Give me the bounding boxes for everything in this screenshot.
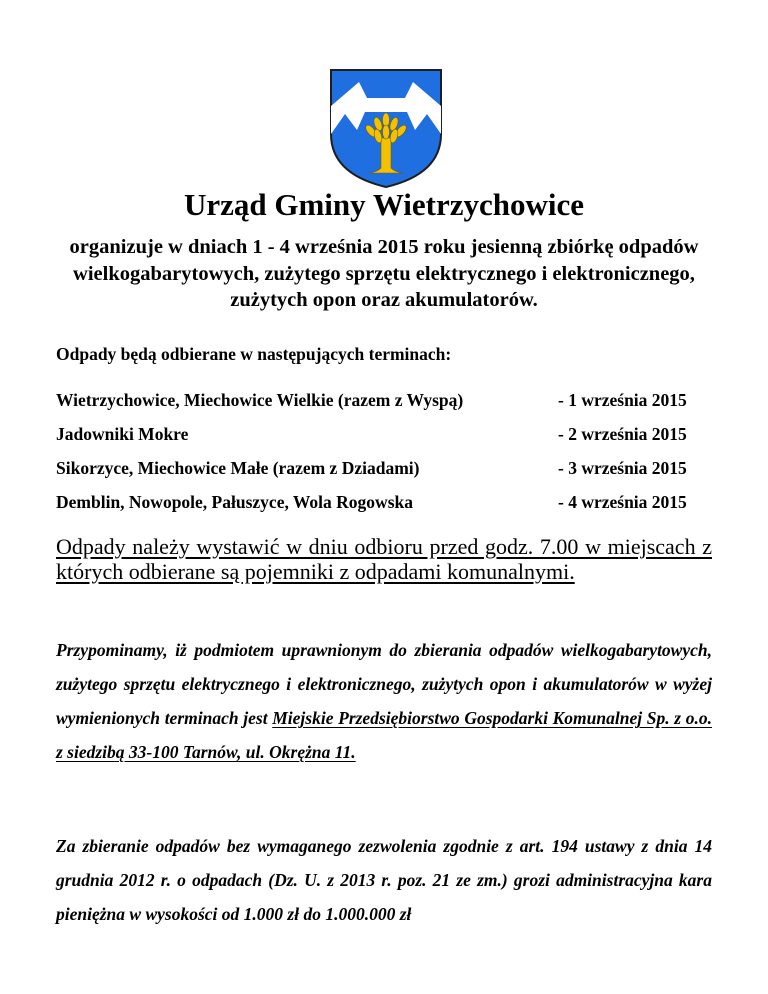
schedule-row [56, 423, 726, 457]
reminder-paragraph [56, 633, 712, 769]
schedule-heading: Odpady będą odbierane w następujących terminach: [56, 344, 452, 364]
schedule-date: - 1 września 2015 [558, 390, 687, 410]
reminder-intro: Przypominamy, iż podmiotem uprawnionym do zbierania odpadów wielkogabarytowych, zużytego sprzętu elektrycznego i elektronicznego, zużytych opon i akumulatorów w wyżej wymienionych terminach jest [56, 640, 712, 728]
company-name: Miejskie Przedsiębiorstwo Gospodarki Komunalnej Sp. z o.o. z siedzibą 33-100 Tarnów, ul. Okrężna 11. [56, 708, 712, 762]
wheat-crest-icon [327, 68, 445, 188]
schedule-place: Jadowniki Mokre [56, 424, 189, 444]
schedule-place: Sikorzyce, Miechowice Małe (razem z Dziadami) [56, 458, 420, 478]
collection-notice: Odpady należy wystawić w dniu odbioru przed godz. 7.00 w miejscach z których odbierane są pojemniki z odpadami komunalnymi. [56, 534, 712, 584]
schedule-date: - 4 września 2015 [558, 492, 687, 512]
schedule-date: - 3 września 2015 [558, 458, 687, 478]
schedule-place: Demblin, Nowopole, Pałuszyce, Wola Rogowska [56, 492, 413, 512]
page-subtitle: organizuje w dniach 1 - 4 września 2015 roku jesienną zbiórkę odpadów wielkogabarytowych, zużytego sprzętu elektrycznego i elektronicznego, zużytych opon oraz akumulatorów. [69, 236, 699, 311]
schedule-list [56, 389, 726, 525]
schedule-row [56, 389, 726, 423]
schedule-place: Wietrzychowice, Miechowice Wielkie (razem z Wyspą) [56, 390, 464, 410]
schedule-row [56, 457, 726, 491]
schedule-row [56, 491, 726, 525]
page-title: Urząd Gminy Wietrzychowice [183, 187, 585, 222]
penalty-paragraph: Za zbieranie odpadów bez wymaganego zezwolenia zgodnie z art. 194 ustawy z dnia 14 grudnia 2012 r. o odpadach (Dz. U. z 2013 r. poz. 21 ze zm.) grozi administracyjna kara pieniężna w wysokości od 1.000 zł do 1.000.000 zł [56, 836, 712, 924]
schedule-date: - 2 września 2015 [558, 424, 687, 444]
